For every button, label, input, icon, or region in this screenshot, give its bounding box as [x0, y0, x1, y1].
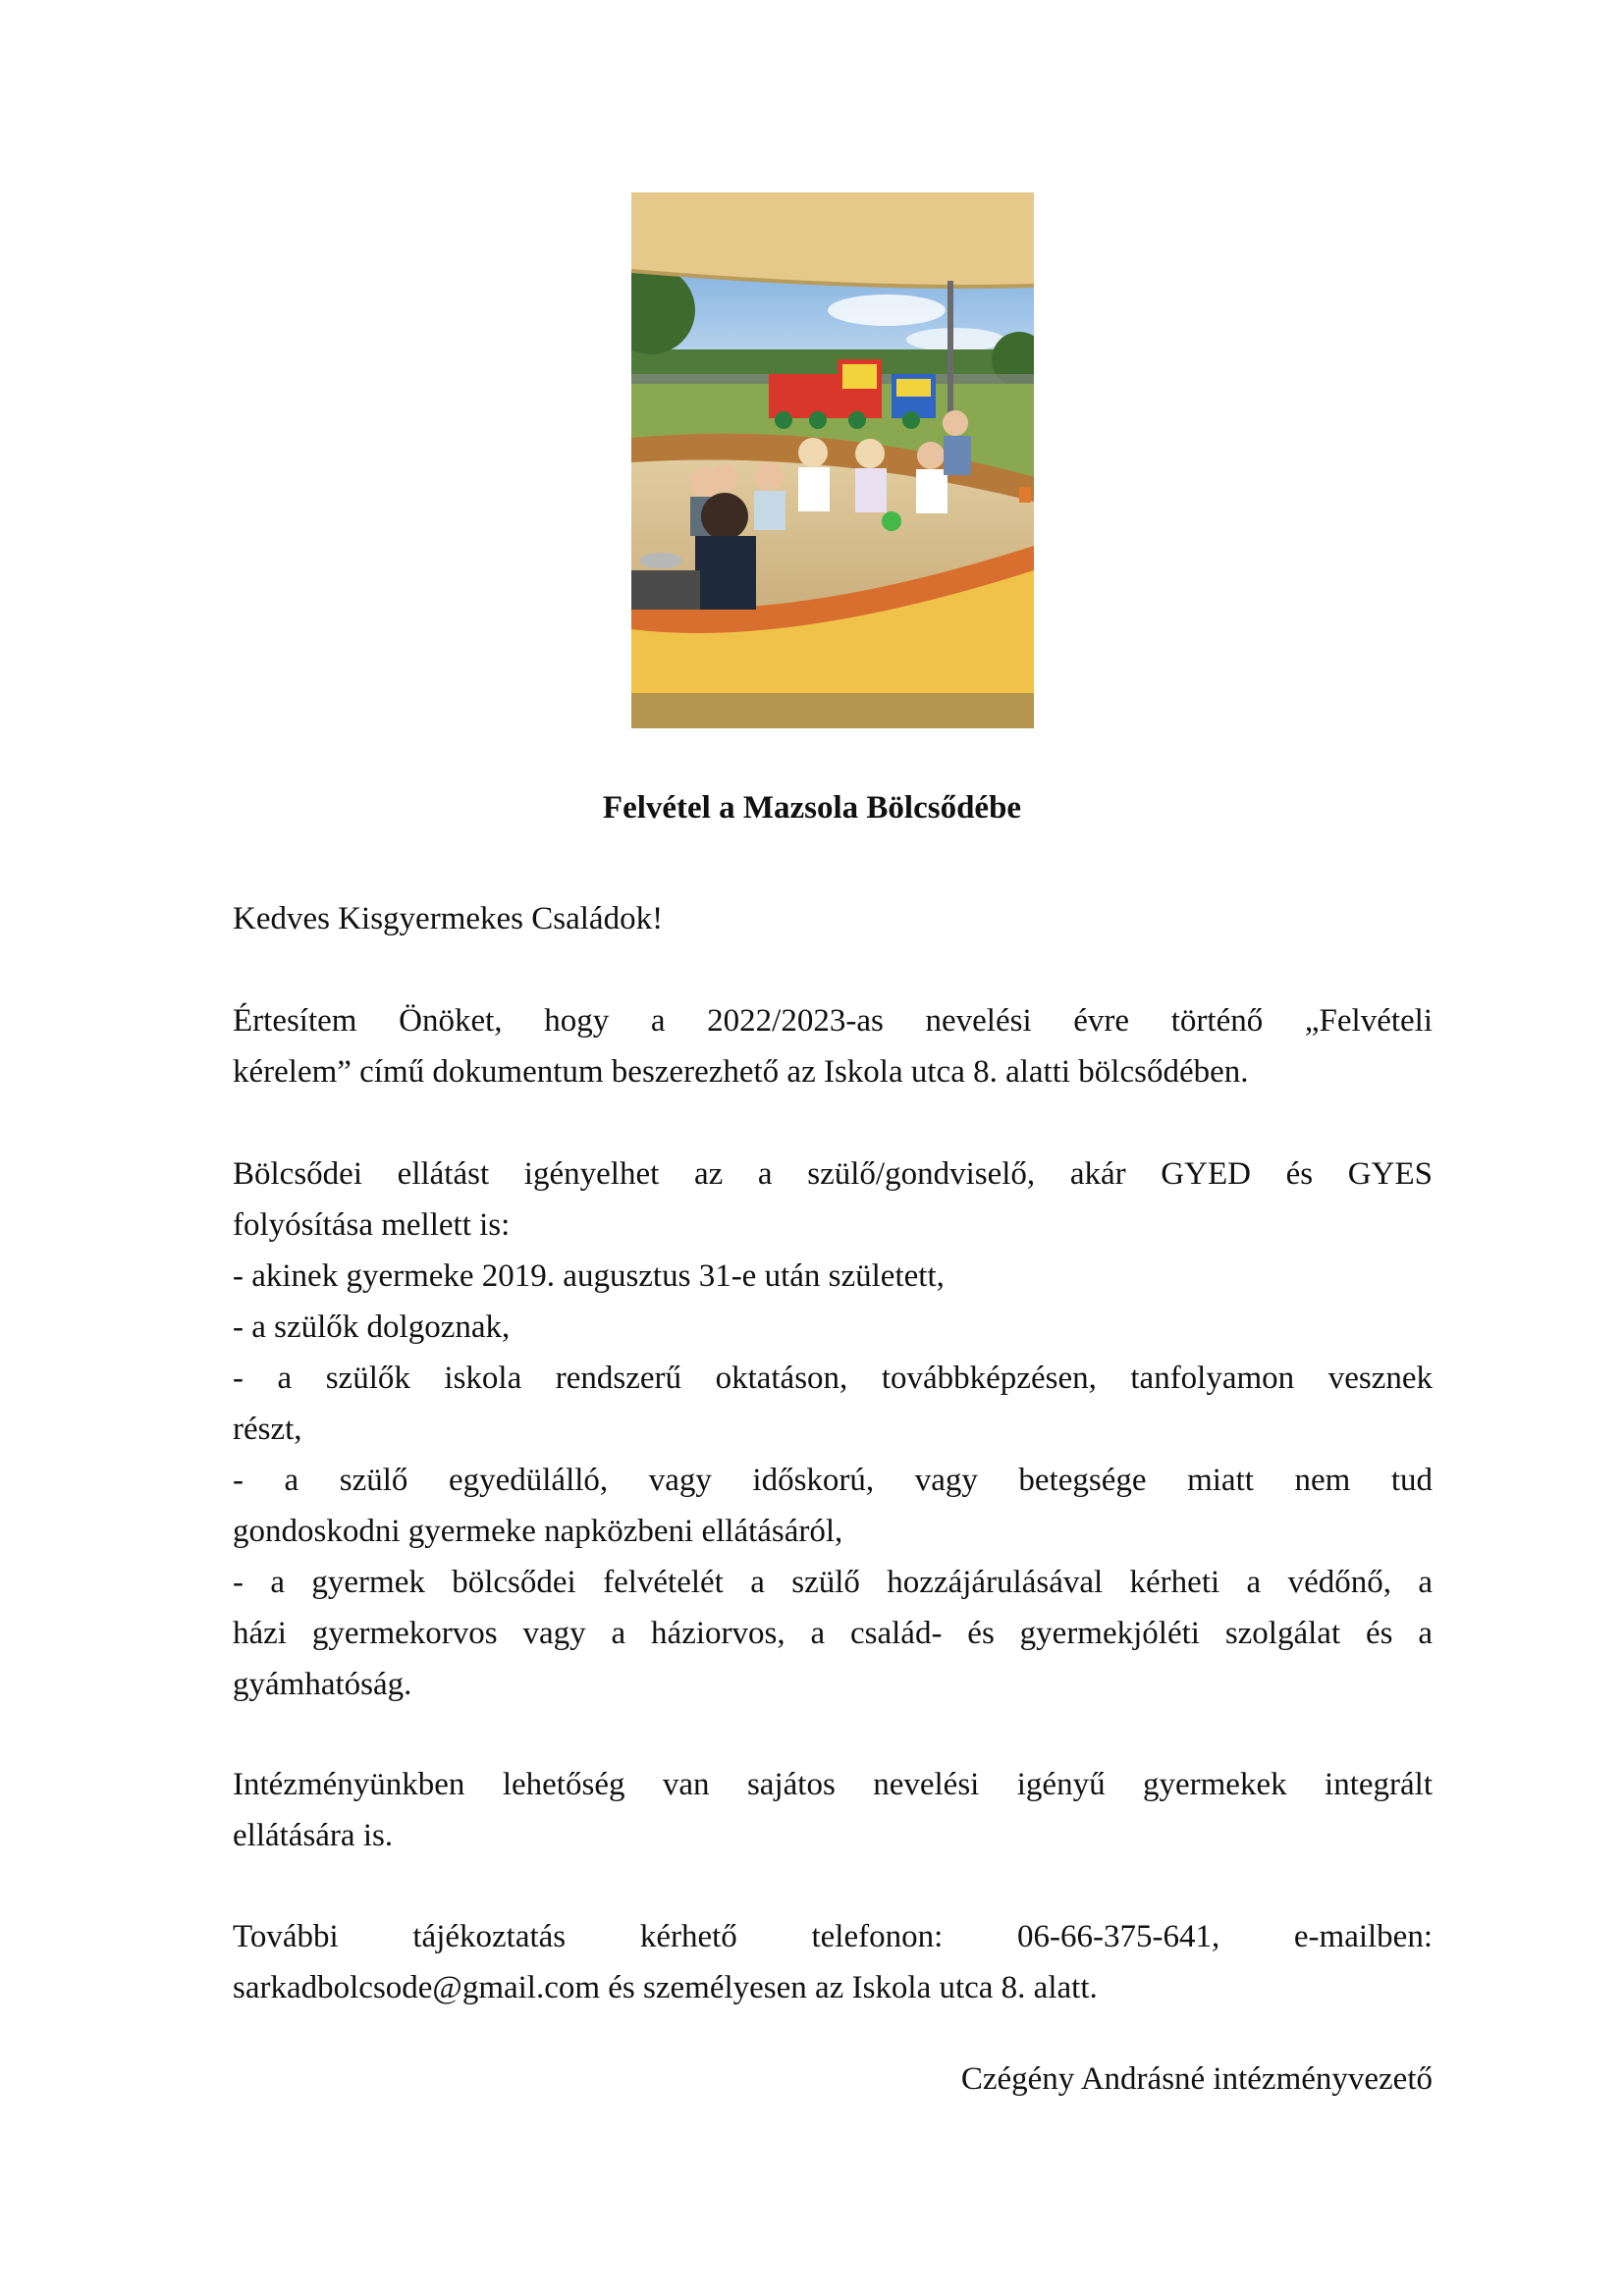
toy-bucket — [1019, 487, 1031, 503]
list-item-continuation: részt, — [233, 1412, 302, 1447]
list-item: - a szülők iskola rendszerű oktatáson, továbbképzésen, tanfolyamon vesznek — [233, 1361, 1433, 1396]
eligibility-intro: Bölcsődei ellátást igényelhet az a szülő/gondviselő, akár GYED és GYES — [233, 1156, 1433, 1192]
ground — [631, 693, 1034, 728]
sandbox-photo-illustration — [631, 192, 1034, 728]
greeting: Kedves Kisgyermekes Családok! — [233, 901, 664, 936]
contact-line: sarkadbolcsode@gmail.com és személyesen az Iskola utca 8. alatt. — [233, 1970, 1098, 2005]
list-item: - a szülők dolgoznak, — [233, 1309, 511, 1345]
paragraph-line: kérelem” című dokumentum beszerezhető az Iskola utca 8. alatti bölcsődében. — [233, 1054, 1249, 1090]
list-item-continuation: gondoskodni gyermeke napközbeni ellátásáról, — [233, 1514, 843, 1549]
paragraph-contact — [233, 1911, 1433, 2013]
paragraph-line: Értesítem Önöket, hogy a 2022/2023-as nevelési évre történő „Felvételi — [233, 1003, 1433, 1039]
list-item: - a szülő egyedülálló, vagy időskorú, vagy betegsége miatt nem tud — [233, 1463, 1433, 1498]
cloud — [828, 294, 946, 326]
paragraph-integration — [233, 1759, 1433, 1861]
list-item-continuation: házi gyermekorvos vagy a háziorvos, a család- és gyermekjóléti szolgálat és a — [233, 1616, 1433, 1651]
eligibility-section — [233, 1148, 1433, 1710]
shade-sail — [631, 192, 1034, 287]
list-item: - akinek gyermeke 2019. augusztus 31-e után született, — [233, 1258, 945, 1294]
sandbox-photo — [631, 192, 1034, 728]
bench — [631, 570, 700, 610]
paragraph-line: ellátására is. — [233, 1818, 394, 1853]
sail-pole — [947, 281, 953, 428]
list-item-continuation: gyámhatóság. — [233, 1667, 412, 1702]
cloud — [906, 328, 1004, 351]
toy-bucket — [882, 511, 901, 531]
paragraph-line: Intézményünkben lehetőség van sajátos nevelési igényű gyermekek integrált — [233, 1767, 1433, 1802]
list-item: - a gyermek bölcsődei felvételét a szülő hozzájárulásával kérheti a védőnő, a — [233, 1565, 1433, 1600]
contact-line: További tájékoztatás kérhető telefonon: 06-66-375-641, e-mailben: — [233, 1919, 1433, 1954]
eligibility-intro: folyósítása mellett is: — [233, 1207, 511, 1243]
paragraph-announcement — [233, 995, 1433, 1097]
signature: Czégény Andrásné intézményvezető — [960, 2061, 1433, 2097]
metal-bowl — [639, 553, 682, 568]
page-title: Felvétel a Mazsola Bölcsődébe — [602, 790, 1022, 826]
